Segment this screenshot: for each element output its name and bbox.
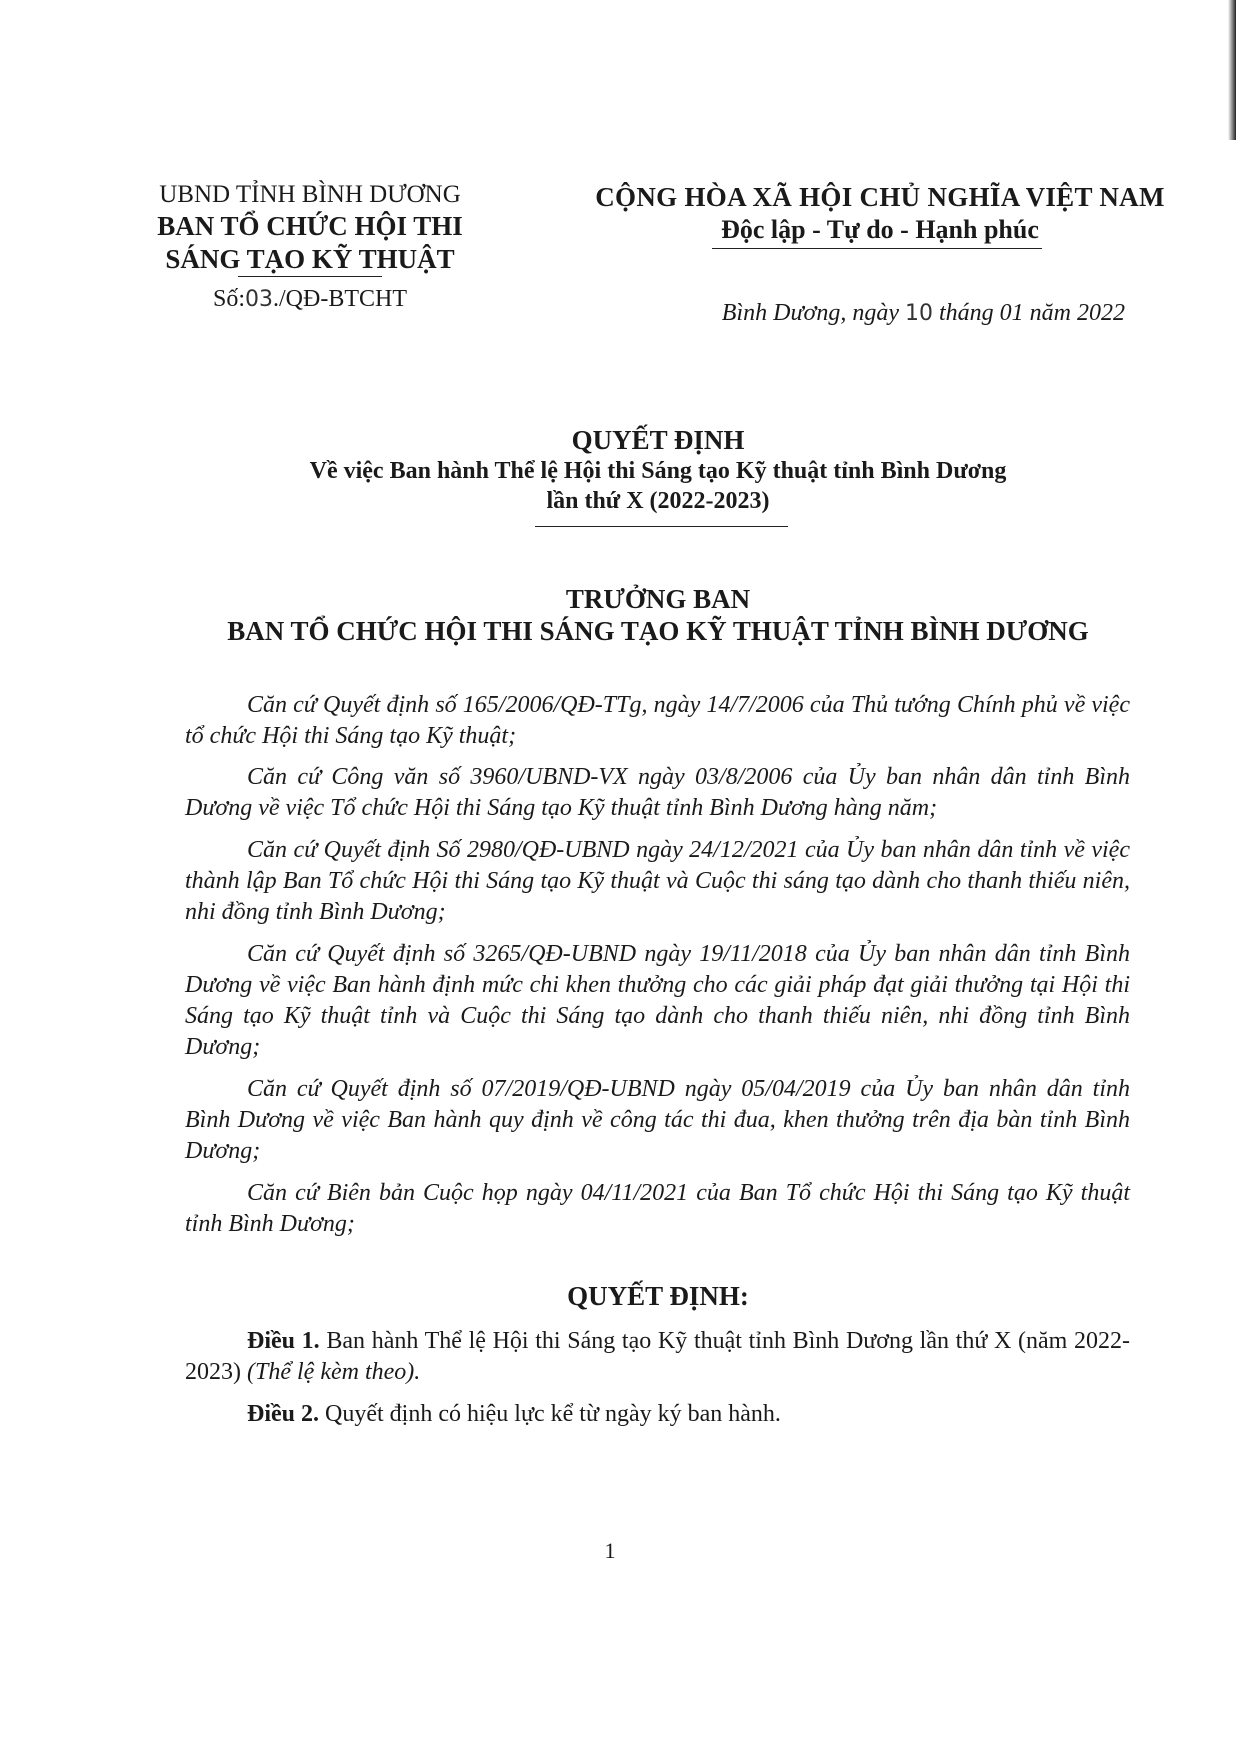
title-underline bbox=[535, 526, 788, 527]
article-1-text: Ban hành Thể lệ Hội thi Sáng tạo Kỹ thuật tỉnh Bình Dương lần thứ X (năm 2022-2023) bbox=[185, 1328, 1131, 1385]
national-header-block bbox=[560, 180, 1200, 246]
date-line bbox=[560, 298, 1125, 329]
issuing-agency-block bbox=[140, 180, 480, 276]
article-2-text: Quyết định có hiệu lực kể từ ngày ký ban hành. bbox=[319, 1401, 781, 1427]
legal-basis-1: Căn cứ Quyết định số 165/2006/QĐ-TTg, ngày 14/7/2006 của Thủ tướng Chính phủ về việc tổ chức Hội thi Sáng tạo Kỹ thuật; bbox=[185, 692, 1130, 749]
article-1-note: (Thể lệ kèm theo). bbox=[247, 1359, 421, 1385]
organization-line-1: BAN TỔ CHỨC HỘI THI bbox=[157, 211, 463, 241]
decision-heading: QUYẾT ĐỊNH: bbox=[567, 1281, 749, 1311]
authority-block bbox=[140, 583, 1176, 647]
article-2 bbox=[185, 1399, 1130, 1430]
document-title: QUYẾT ĐỊNH bbox=[571, 425, 745, 455]
legal-basis-3: Căn cứ Quyết định Số 2980/QĐ-UBND ngày 24/12/2021 của Ủy ban nhân dân tỉnh về việc thành lập Ban Tổ chức Hội thi Sáng tạo Kỹ thuật và Cuộc thi sáng tạo dành cho thanh thiếu niên, nhi đồng tỉnh Bình Dương; bbox=[185, 837, 1130, 925]
article-1 bbox=[185, 1326, 1130, 1388]
page-number: 1 bbox=[604, 1538, 616, 1563]
article-1-label: Điều 1. bbox=[247, 1328, 320, 1354]
doc-number-handwritten: 03 bbox=[245, 287, 273, 312]
doc-number-suffix: ./QĐ-BTCHT bbox=[273, 286, 407, 312]
organization-line-2: SÁNG TẠO KỸ THUẬT bbox=[165, 244, 455, 274]
motto-underline bbox=[712, 248, 1042, 249]
national-motto: Độc lập - Tự do - Hạnh phúc bbox=[721, 215, 1039, 244]
document-number bbox=[140, 284, 480, 315]
authority-title: TRƯỞNG BAN bbox=[565, 584, 751, 614]
date-suffix: tháng 01 năm 2022 bbox=[933, 300, 1125, 326]
legal-basis-2: Căn cứ Công văn số 3960/UBND-VX ngày 03/8/2006 của Ủy ban nhân dân tỉnh Bình Dương về việc Tổ chức Hội thi Sáng tạo Kỹ thuật tỉnh Bình Dương hàng năm; bbox=[185, 764, 1130, 821]
article-2-label: Điều 2. bbox=[247, 1401, 319, 1427]
scan-edge-shadow bbox=[1228, 0, 1236, 140]
date-day-handwritten: 10 bbox=[905, 301, 933, 326]
document-subject-line-1: Về việc Ban hành Thể lệ Hội thi Sáng tạo Kỹ thuật tỉnh Bình Dương bbox=[309, 458, 1007, 484]
date-prefix: Bình Dương, ngày bbox=[721, 300, 905, 326]
document-title-block bbox=[140, 424, 1176, 516]
legal-basis-5: Căn cứ Quyết định số 07/2019/QĐ-UBND ngày 05/04/2019 của Ủy ban nhân dân tỉnh Bình Dương về việc Ban hành quy định về công tác thi đua, khen thưởng trên địa bàn tỉnh Bình Dương; bbox=[185, 1076, 1130, 1164]
document-subject-line-2: lần thứ X (2022-2023) bbox=[546, 488, 770, 514]
province-name: UBND TỈNH BÌNH DƯƠNG bbox=[159, 181, 461, 208]
nation-name: CỘNG HÒA XÃ HỘI CHỦ NGHĨA VIỆT NAM bbox=[595, 182, 1165, 212]
authority-organization: BAN TỔ CHỨC HỘI THI SÁNG TẠO KỸ THUẬT TỈNH BÌNH DƯƠNG bbox=[227, 616, 1089, 646]
agency-underline bbox=[238, 276, 382, 277]
legal-basis-6: Căn cứ Biên bản Cuộc họp ngày 04/11/2021 của Ban Tổ chức Hội thi Sáng tạo Kỹ thuật tỉnh Bình Dương; bbox=[185, 1180, 1130, 1237]
doc-number-prefix: Số: bbox=[212, 286, 245, 312]
legal-basis-4: Căn cứ Quyết định số 3265/QĐ-UBND ngày 19/11/2018 của Ủy ban nhân dân tỉnh Bình Dương về việc Ban hành định mức chi khen thưởng cho các giải pháp đạt giải thưởng tại Hội thi Sáng tạo Kỹ thuật tỉnh và Cuộc thi Sáng tạo dành cho thanh thiếu niên, nhi đồng tỉnh Bình Dương; bbox=[185, 941, 1130, 1060]
